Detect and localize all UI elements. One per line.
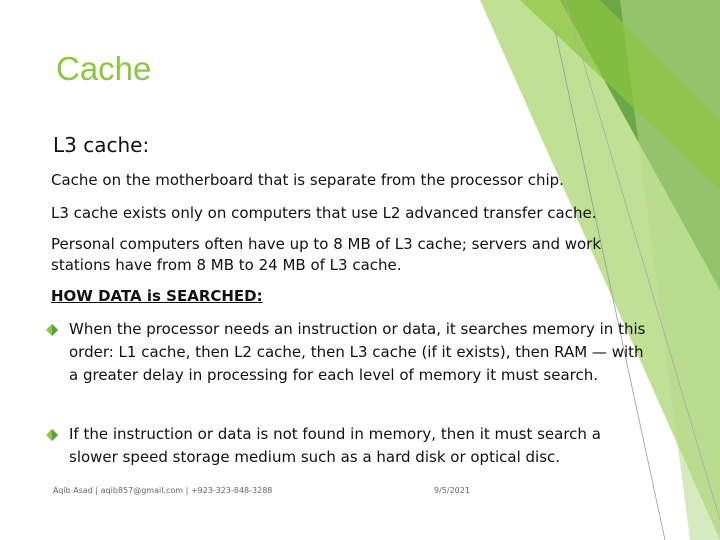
paragraph-1: Cache on the motherboard that is separate from the processor chip. [51,171,564,189]
footer-author: Aqib Asad | aqib857@gmail.com | +923-323-848-3288 [53,486,273,495]
green-diamond-arrow-icon [46,324,58,336]
slide-subtitle: L3 cache: [53,133,150,157]
bullet-text: If the instruction or data is not found in memory, then it must search a slower speed storage medium such as a hard disk or optical disc. [69,425,601,466]
bullet-item [46,318,646,387]
bullet-list [46,318,646,469]
paragraph-2: L3 cache exists only on computers that use L2 advanced transfer cache. [51,204,597,222]
slide-title: Cache [56,50,152,87]
bullet-text: When the processor needs an instruction or data, it searches memory in this order: L1 cache, then L2 cache, then L3 cache (if it exists), then RAM — with a greater delay in processing for each level of memory it must search. [69,320,646,384]
bullet-item [46,423,646,469]
green-diamond-arrow-icon [46,429,58,441]
footer-date: 9/5/2021 [434,486,470,495]
paragraph-3: Personal computers often have up to 8 MB of L3 cache; servers and work stations have from 8 MB to 24 MB of L3 cache. [51,235,602,274]
section-heading: HOW DATA is SEARCHED: [51,287,263,305]
